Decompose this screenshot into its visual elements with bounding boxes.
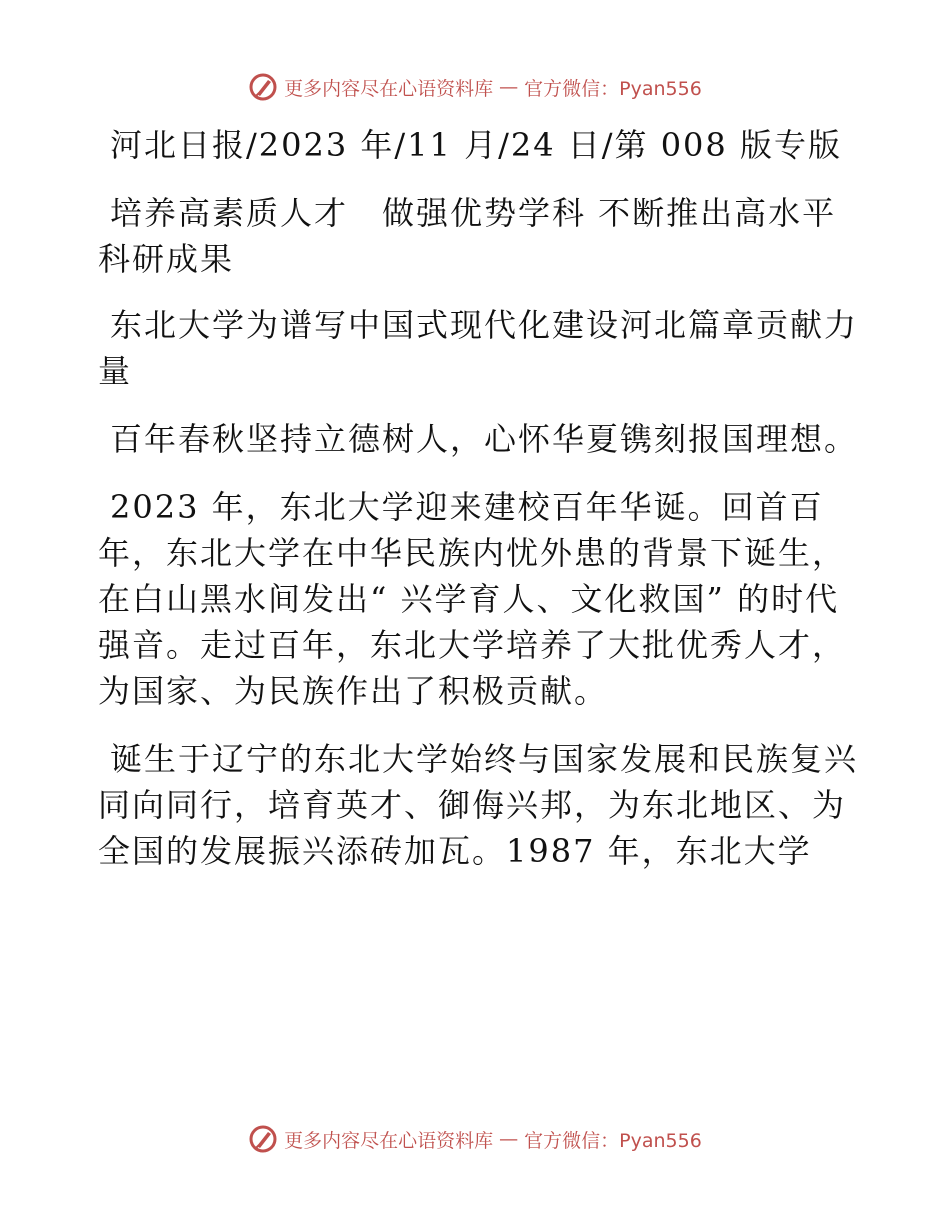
watermark-wechat: 官方微信：Pyan556 <box>524 77 702 100</box>
watermark-text: 更多内容尽在心语资料库 <box>284 77 494 100</box>
watermark-text: 更多内容尽在心语资料库 <box>284 1129 494 1152</box>
watermark-separator: — <box>499 1128 519 1150</box>
quill-pen-logo-icon <box>248 72 278 102</box>
article-paragraph-1: 2023 年，东北大学迎来建校百年华诞。回首百年，东北大学在中华民族内忧外患的背景下诞生，在白山黑水间发出“ 兴学育人、文化救国” 的时代强音。走过百年，东北大学培养了大批优秀人才，为国家、为民族作出了积极贡献。 <box>98 488 847 710</box>
article-paragraph-2: 诞生于辽宁的东北大学始终与国家发展和民族复兴同向同行，培育英才、御侮兴邦，为东北地区、为全国的发展振兴添砖加瓦。1987 年，东北大学 <box>98 740 859 870</box>
quill-pen-logo-icon <box>248 1124 278 1154</box>
watermark-wechat: 官方微信：Pyan556 <box>524 1129 702 1152</box>
header-watermark <box>0 72 950 102</box>
article-headline: 培养高素质人才 做强优势学科 不断推出高水平科研成果 <box>98 194 837 278</box>
source-line: 河北日报/2023 年/11 月/24 日/第 008 版专版 <box>110 126 842 164</box>
footer-watermark <box>0 1124 950 1154</box>
article-subheadline: 东北大学为谱写中国式现代化建设河北篇章贡献力量 <box>98 306 859 390</box>
article-body <box>98 122 858 896</box>
watermark-separator: — <box>499 76 519 98</box>
article-lead: 百年春秋坚持立德树人，心怀华夏镌刻报国理想。 <box>110 420 859 458</box>
